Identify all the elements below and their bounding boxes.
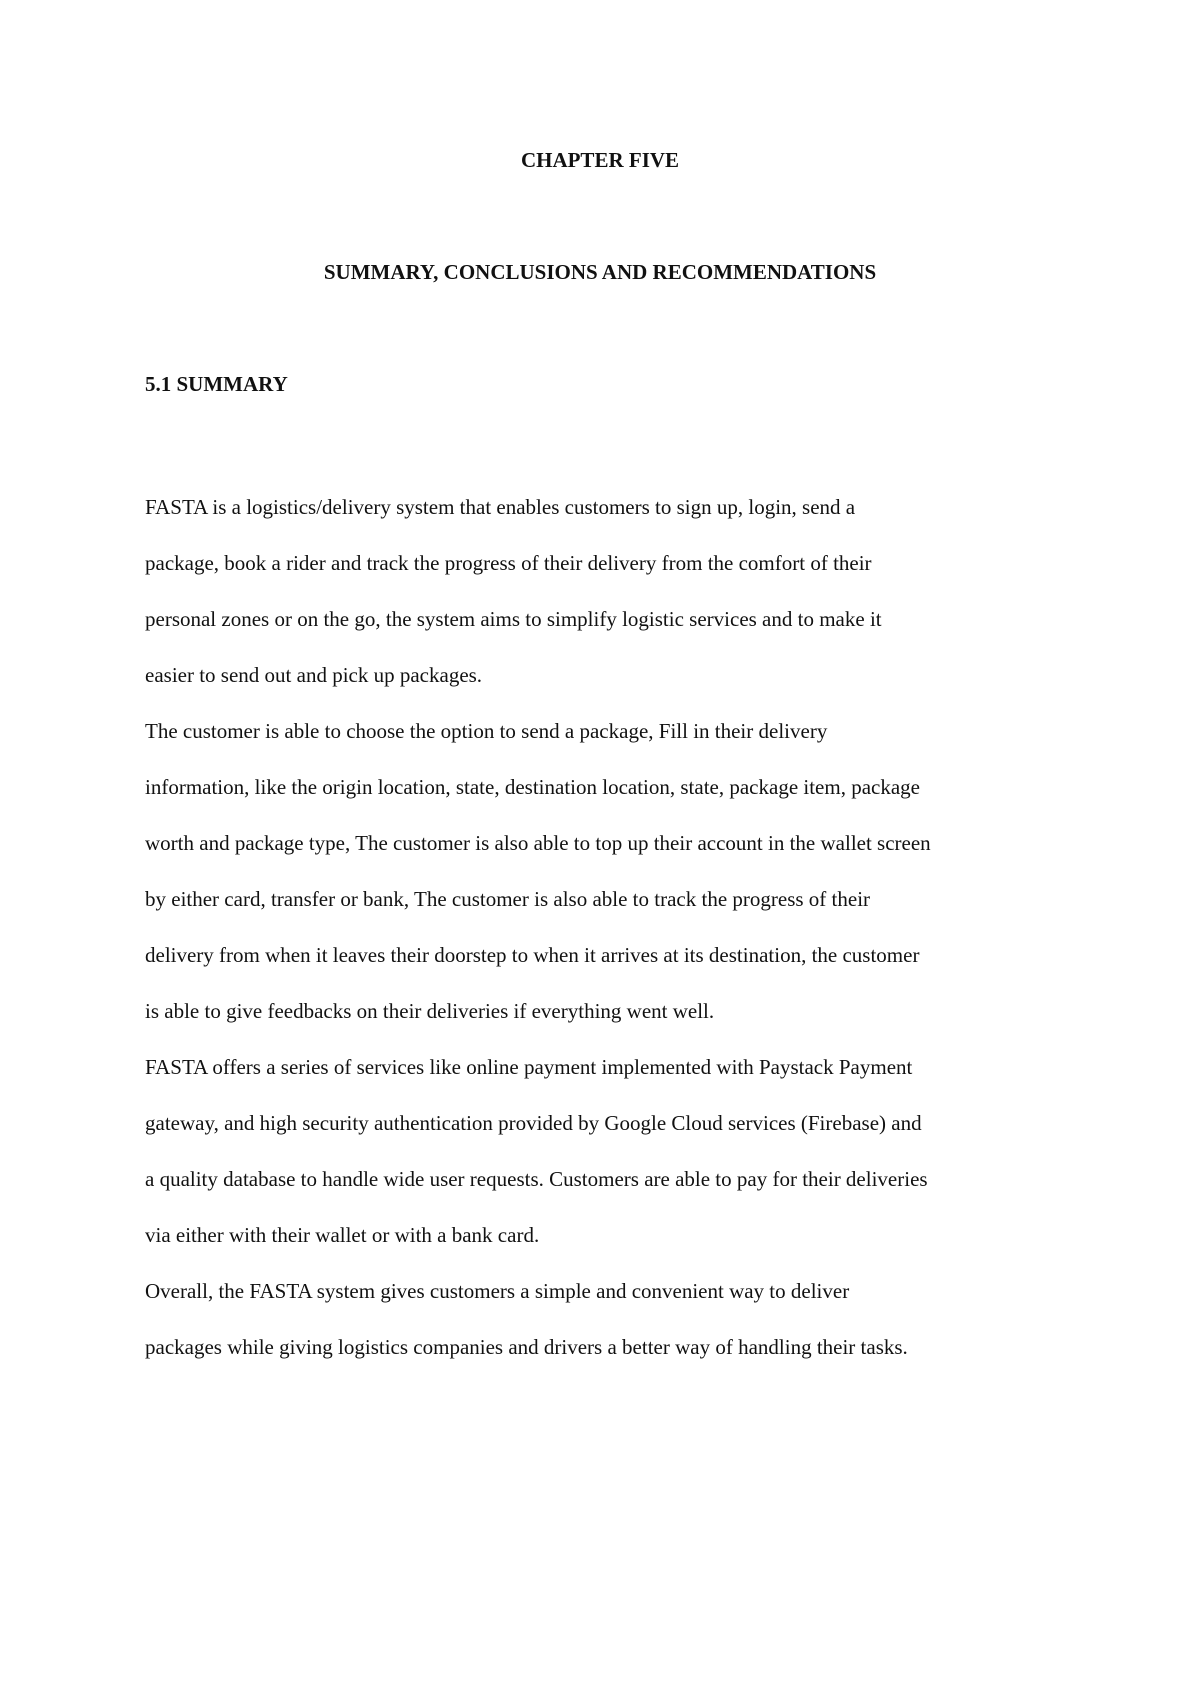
text-line: via either with their wallet or with a bank card. [145,1223,540,1247]
text-line: package, book a rider and track the progress of their delivery from the comfort of their [145,551,872,575]
text-line: Overall, the FASTA system gives customers a simple and convenient way to deliver [145,1279,850,1303]
text-line: a quality database to handle wide user requests. Customers are able to pay for their deliveries [145,1167,928,1191]
summary-body [145,479,1065,1375]
text-line: by either card, transfer or bank, The customer is also able to track the progress of their [145,887,871,911]
text-line: is able to give feedbacks on their deliveries if everything went well. [145,999,715,1023]
chapter-title: CHAPTER FIVE [520,148,680,172]
text-line: FASTA offers a series of services like online payment implemented with Paystack Payment [145,1055,913,1079]
text-line: FASTA is a logistics/delivery system that enables customers to sign up, login, send a [145,495,856,519]
text-line: easier to send out and pick up packages. [145,663,483,687]
section-heading: SUMMARY, CONCLUSIONS AND RECOMMENDATIONS [323,260,877,284]
text-line: The customer is able to choose the option to send a package, Fill in their delivery [145,719,828,743]
text-line: packages while giving logistics companies and drivers a better way of handling their tasks. [145,1335,908,1359]
text-line: information, like the origin location, state, destination location, state, package item, package [145,775,921,799]
subsection-heading: 5.1 SUMMARY [145,372,288,396]
text-line: personal zones or on the go, the system aims to simplify logistic services and to make it [145,607,882,631]
text-line: gateway, and high security authentication provided by Google Cloud services (Firebase) and [145,1111,922,1135]
text-line: worth and package type, The customer is also able to top up their account in the wallet screen [145,831,931,855]
text-line: delivery from when it leaves their doorstep to when it arrives at its destination, the customer [145,943,920,967]
